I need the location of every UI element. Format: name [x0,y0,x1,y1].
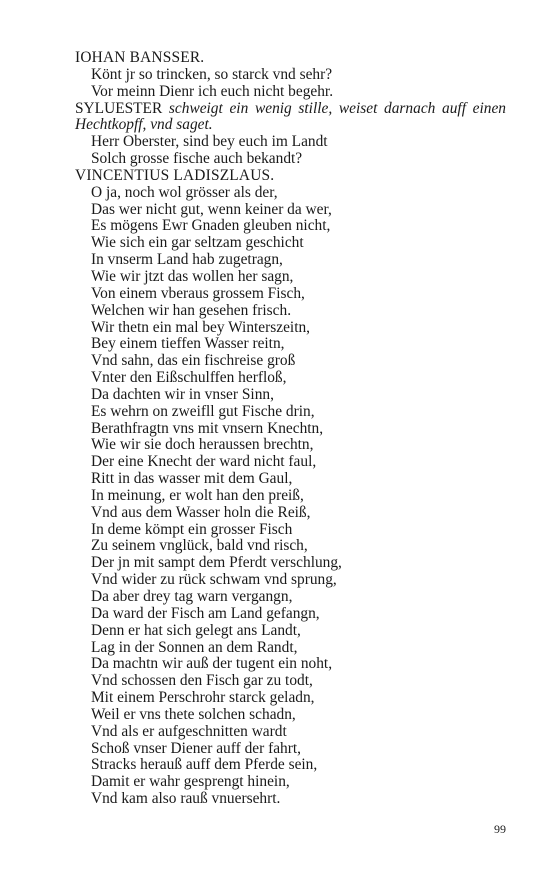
verse-line: Da machtn wir auß der tugent ein noht, [91,655,333,673]
verse-line: Herr Oberster, sind bey euch im Landt [91,133,328,151]
verse-line: Wie sich ein gar seltzam geschicht [91,234,304,252]
stage-direction-speaker: SYLUESTER [75,99,163,117]
verse-line: Denn er hat sich gelegt ans Landt, [91,621,301,639]
verse-line: Der jn mit sampt dem Pferdt verschlung, [91,554,342,572]
verse-line: Berathfragtn vns mit vnsern Knechtn, [91,419,324,437]
page-number: 99 [494,822,506,836]
verse-line: In vnserm Land hab zugetragn, [91,251,283,269]
verse-line: Solch grosse fische auch bekandt? [91,150,303,168]
verse-line: Vnd als er aufgeschnitten wardt [91,722,287,740]
verse-line: Vnd sahn, das ein fischreise groß [91,352,296,370]
verse-line: Ritt in das wasser mit dem Gaul, [91,470,293,488]
verse-line: Vnd kam also rauß vnuersehrt. [91,790,281,808]
text-block [75,50,506,808]
verse-line: In meinung, er wolt han den preiß, [91,486,304,504]
verse-line: Stracks herauß auff dem Pferde sein, [91,756,318,774]
verse-line: Weil er vns thete solchen schadn, [91,705,296,723]
verse-line: Lag in der Sonnen an dem Randt, [91,638,298,656]
verse-line: Welchen wir han gesehen frisch. [91,301,292,319]
verse-line: Bey einem tieffen Wasser reitn, [91,335,285,353]
verse-line: O ja, noch wol grösser als der, [91,183,278,201]
verse-line: In deme kömpt ein grosser Fisch [91,520,293,538]
verse-line: Von einem vberaus grossem Fisch, [91,284,305,302]
verse-line: Da dachten wir in vnser Sinn, [91,385,274,403]
verse-line: Es wehrn on zweifll gut Fische drin, [91,402,315,420]
verse-line: Vnter den Eißschulffen herfloß, [91,369,287,387]
verse-group [75,185,506,808]
verse-line: Vnd schossen den Fisch gar zu todt, [91,672,313,690]
verse-line: Das wer nicht gut, wenn keiner da wer, [91,200,332,218]
verse-line: Zu seinem vnglück, bald vnd risch, [91,537,308,555]
verse-line: Da aber drey tag warn vergangn, [91,588,293,605]
verse-line: Vnd wider zu rück schwam vnd sprung, [91,571,337,589]
verse-line: Der eine Knecht der ward nicht faul, [91,453,317,471]
verse-group [75,134,506,168]
verse-line: Damit er wahr gesprengt hinein, [91,773,290,791]
verse-line: Wie wir jtzt das wollen her sagn, [91,267,294,285]
verse-line: Wie wir sie doch heraussen brechtn, [91,436,314,454]
verse-line: Es mögens Ewr Gnaden gleuben nicht, [91,217,331,235]
verse-line: Mit einem Perschrohr starck geladn, [91,689,315,707]
verse-group [75,67,506,101]
stage-direction [75,101,506,135]
verse-line: Schoß vnser Diener auff der fahrt, [91,739,301,757]
verse-line: Vor meinn Dienr ich euch nicht begehr. [91,82,334,100]
verse-line: Vnd aus dem Wasser holn die Reiß, [91,503,311,521]
speaker-heading: VINCENTIUS LADISZLAUS. [75,166,275,184]
verse-line: Wir thetn ein mal bey Winterszeitn, [91,318,311,336]
speaker-heading: IOHAN BANSSER. [75,49,205,66]
verse-line: Da ward der Fisch am Land gefangn, [91,604,320,622]
stage-direction-text: schweigt ein wenig stille, weiset darnach auff einen Hechtkopff, vnd saget. [75,99,506,134]
verse-line: Könt jr so trincken, so starck vnd sehr? [91,65,333,83]
